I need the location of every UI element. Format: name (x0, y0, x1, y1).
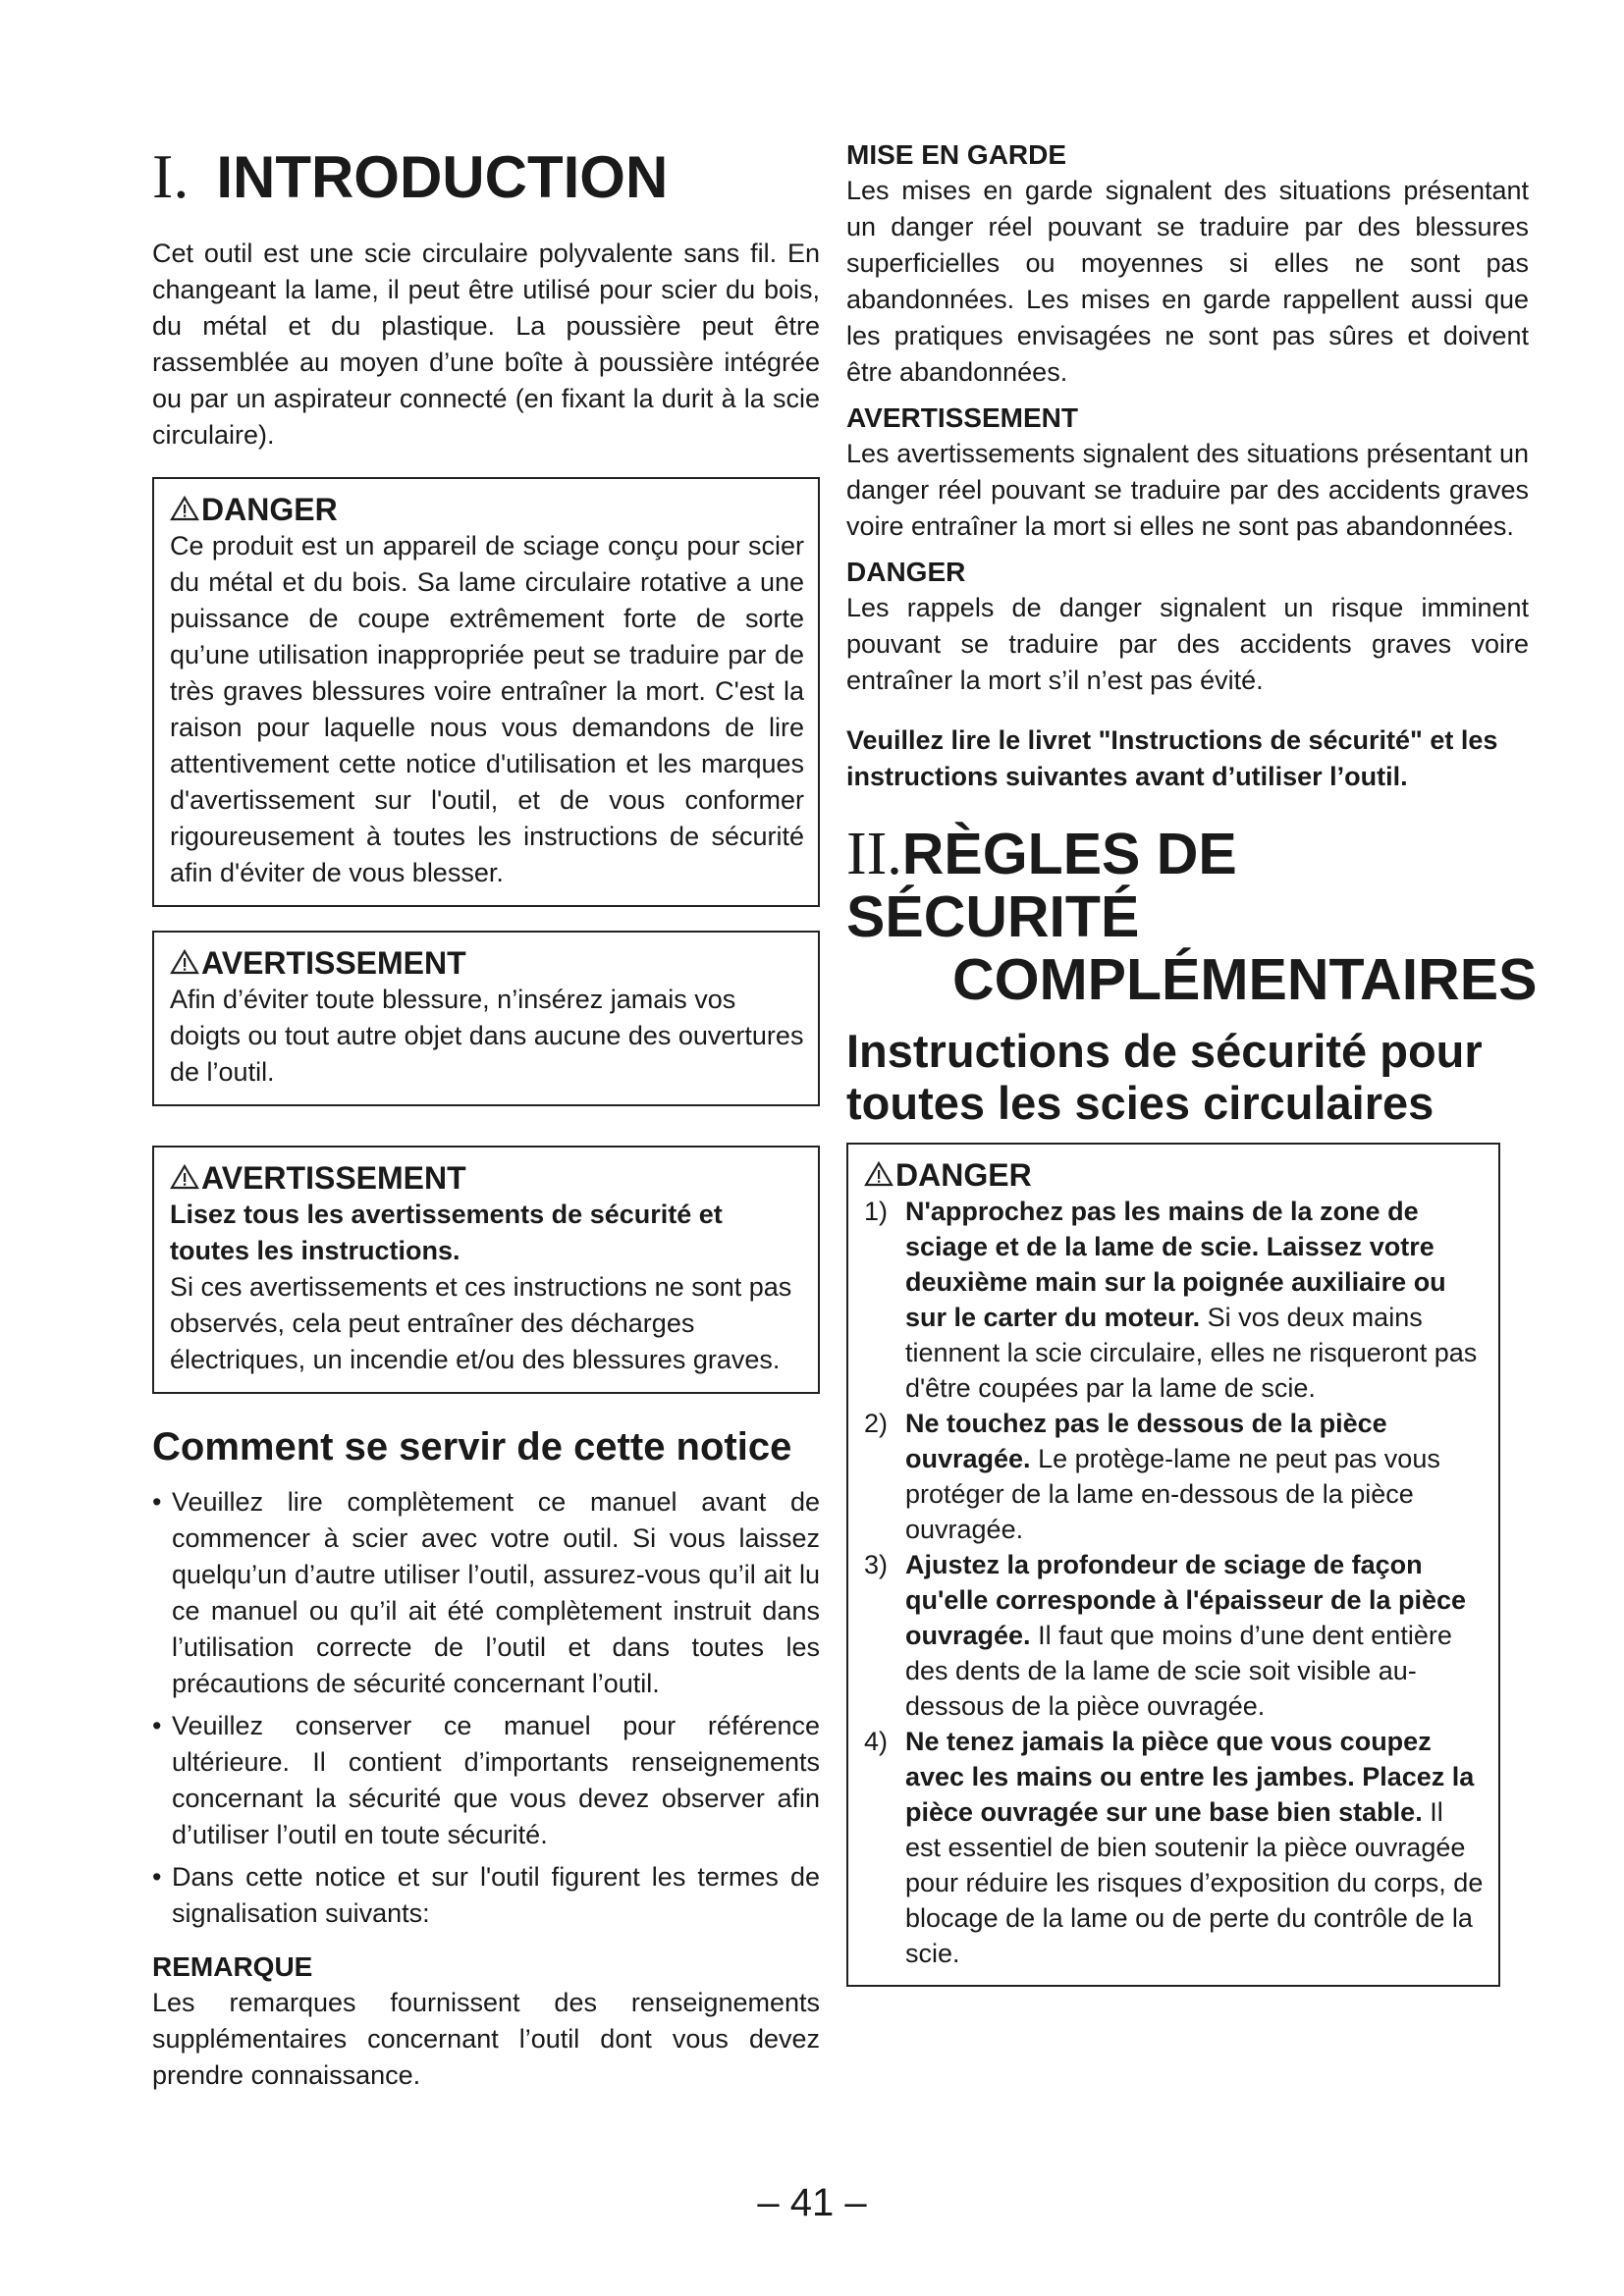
right-column (846, 137, 1538, 1987)
rule-bold-text: Ajustez la profondeur de sciage de façon qu'elle corresponde à l'épaisseur de la pièce ouvragée. (905, 1550, 1467, 1650)
rule-text: Il est essentiel de bien soutenir la pièce ouvragée pour réduire les risques d’exposition du corps, de blocage de la lame ou de perte du contrôle de la scie. (905, 1797, 1484, 1968)
term-text: Les mises en garde signalent des situations présentant un danger réel pouvant se traduire par des blessures superficielles ou moyennes si elles ne sont pas abandonnées. Les mises en garde rappellent aussi que les pratiques envisagées ne sont pas sûres et doivent être abandonnées. (846, 176, 1529, 387)
section-number: II. (846, 821, 902, 887)
danger-box-heading: DANGER (170, 491, 804, 528)
rule-text: Il faut que moins d’une dent entière des dents de la lame de scie soit visible au-dessous de la pièce ouvragée. (905, 1621, 1452, 1721)
rule-number: 4) (864, 1727, 889, 1756)
remark-heading: REMARQUE (152, 1951, 313, 1982)
warning-box-bold-text: Lisez tous les avertissements de sécurité et toutes les instructions. (170, 1200, 723, 1265)
danger-box-heading: DANGER (864, 1156, 1485, 1194)
rule-number: 3) (864, 1550, 889, 1579)
section-number: I. (152, 141, 189, 211)
rule-number: 1) (864, 1197, 889, 1226)
notice-bullet: • Veuillez conserver ce manuel pour référence ultérieure. Il contient d’importants renseignements concernant la sécurité que vous devez observer afin d’utiliser l’outil en toute sécurité. (152, 1708, 820, 1853)
term-heading: DANGER (846, 557, 966, 587)
term-heading: MISE EN GARDE (846, 139, 1067, 170)
rule-item (864, 1406, 1485, 1547)
rule-item (864, 1724, 1485, 1971)
danger-box (152, 477, 820, 907)
section-title-line2: COMPLÉMENTAIRES (952, 947, 1538, 1012)
warning-box-heading: AVERTISSEMENT (170, 1159, 804, 1197)
section-title-line1: RÈGLES DE SÉCURITÉ (846, 822, 1237, 949)
warning-triangle-icon (864, 1161, 893, 1187)
rule-bold-text: Ne tenez jamais la pièce que vous coupez avec les mains ou entre les jambes. Placez la pièce ouvragée sur une base bien stable. (905, 1727, 1475, 1827)
notice-heading: Comment se servir de cette notice (152, 1425, 792, 1468)
remark-text: Les remarques fournissent des renseignements supplémentaires concernant l’outil dont vous devez prendre connaissance. (152, 1988, 820, 2090)
danger-box-text: Ce produit est un appareil de sciage conçu pour scier du métal et du bois. Sa lame circulaire rotative a une puissance de coupe extrêmement forte de sorte qu’une utilisation inappropriée peut se traduire par de très graves blessures voire entraîner la mort. C'est la raison pour laquelle nous vous demandons de lire attentivement cette notice d'utilisation et les marques d'avertissement sur l'outil, et de vous conformer rigoureusement à toutes les instructions de sécurité afin d'éviter de vous blesser. (170, 531, 804, 887)
warning-box-text: Afin d’éviter toute blessure, n’insérez jamais vos doigts ou tout autre objet dans aucune des ouvertures de l’outil. (170, 985, 804, 1087)
rule-bold-text: N'approchez pas les mains de la zone de sciage et de la lame de scie. Laissez votre deuxième main sur la poignée auxiliaire ou sur le carter du moteur. (905, 1197, 1446, 1332)
left-column (152, 133, 820, 2094)
notice-bullet: • Veuillez lire complètement ce manuel avant de commencer à scier avec votre outil. Si vous laissez quelqu’un d’autre utiliser l’outil, assurez-vous qu’il ait lu ce manuel ou qu’il ait été complètement instruit dans l’utilisation correcte de l’outil et dans toutes les précautions de sécurité concernant l’outil. (152, 1484, 820, 1702)
rule-item (864, 1194, 1485, 1406)
intro-paragraph: Cet outil est une scie circulaire polyvalente sans fil. En changeant la lame, il peut être utilisé pour scier du bois, du métal et du plastique. La poussière peut être rassemblée au moyen d’une boîte à poussière intégrée ou par un aspirateur connecté (en fixant la durit à la scie circulaire). (152, 239, 820, 450)
rule-text: Si vos deux mains tiennent la scie circulaire, elles ne risqueront pas d'être coupées par la lame de scie. (905, 1303, 1478, 1403)
page-number: – 41 – (757, 2181, 867, 2224)
warning-box-openings (152, 931, 820, 1106)
rule-item (864, 1547, 1485, 1724)
danger-box-saw-rules (846, 1143, 1500, 1987)
warning-triangle-icon (170, 496, 199, 521)
term-heading: AVERTISSEMENT (846, 402, 1078, 433)
rule-text: Le protège-lame ne peut pas vous protéger de la lame en-dessous de la pièce ouvragée. (905, 1444, 1440, 1544)
section-title-text: INTRODUCTION (216, 144, 669, 210)
warning-triangle-icon (170, 949, 199, 975)
warning-box-read-all (152, 1146, 820, 1394)
notice-bullet: • Dans cette notice et sur l'outil figurent les termes de signalisation suivants: (152, 1859, 820, 1932)
warning-triangle-icon (170, 1164, 199, 1190)
warning-box-heading: AVERTISSEMENT (170, 944, 804, 982)
read-booklet-note: Veuillez lire le livret "Instructions de sécurité" et les instructions suivantes avant d’utiliser l’outil. (846, 725, 1498, 791)
term-text: Les rappels de danger signalent un risque imminent pouvant se traduire par des accidents graves voire entraîner la mort s’il n’est pas évité. (846, 593, 1529, 695)
section-title-rules (846, 823, 1529, 948)
rule-number: 2) (864, 1409, 889, 1438)
section-title-introduction (152, 133, 820, 222)
subsection-heading: Instructions de sécurité pour toutes les scies circulaires (846, 1025, 1483, 1129)
term-text: Les avertissements signalent des situations présentant un danger réel pouvant se traduire par des accidents graves voire entraîner la mort si elles ne sont pas abandonnées. (846, 439, 1529, 541)
rule-bold-text: Ne touchez pas le dessous de la pièce ouvragée. (905, 1409, 1387, 1473)
warning-box-text: Si ces avertissements et ces instructions ne sont pas observés, cela peut entraîner des décharges électriques, un incendie et/ou des blessures graves. (170, 1272, 792, 1374)
